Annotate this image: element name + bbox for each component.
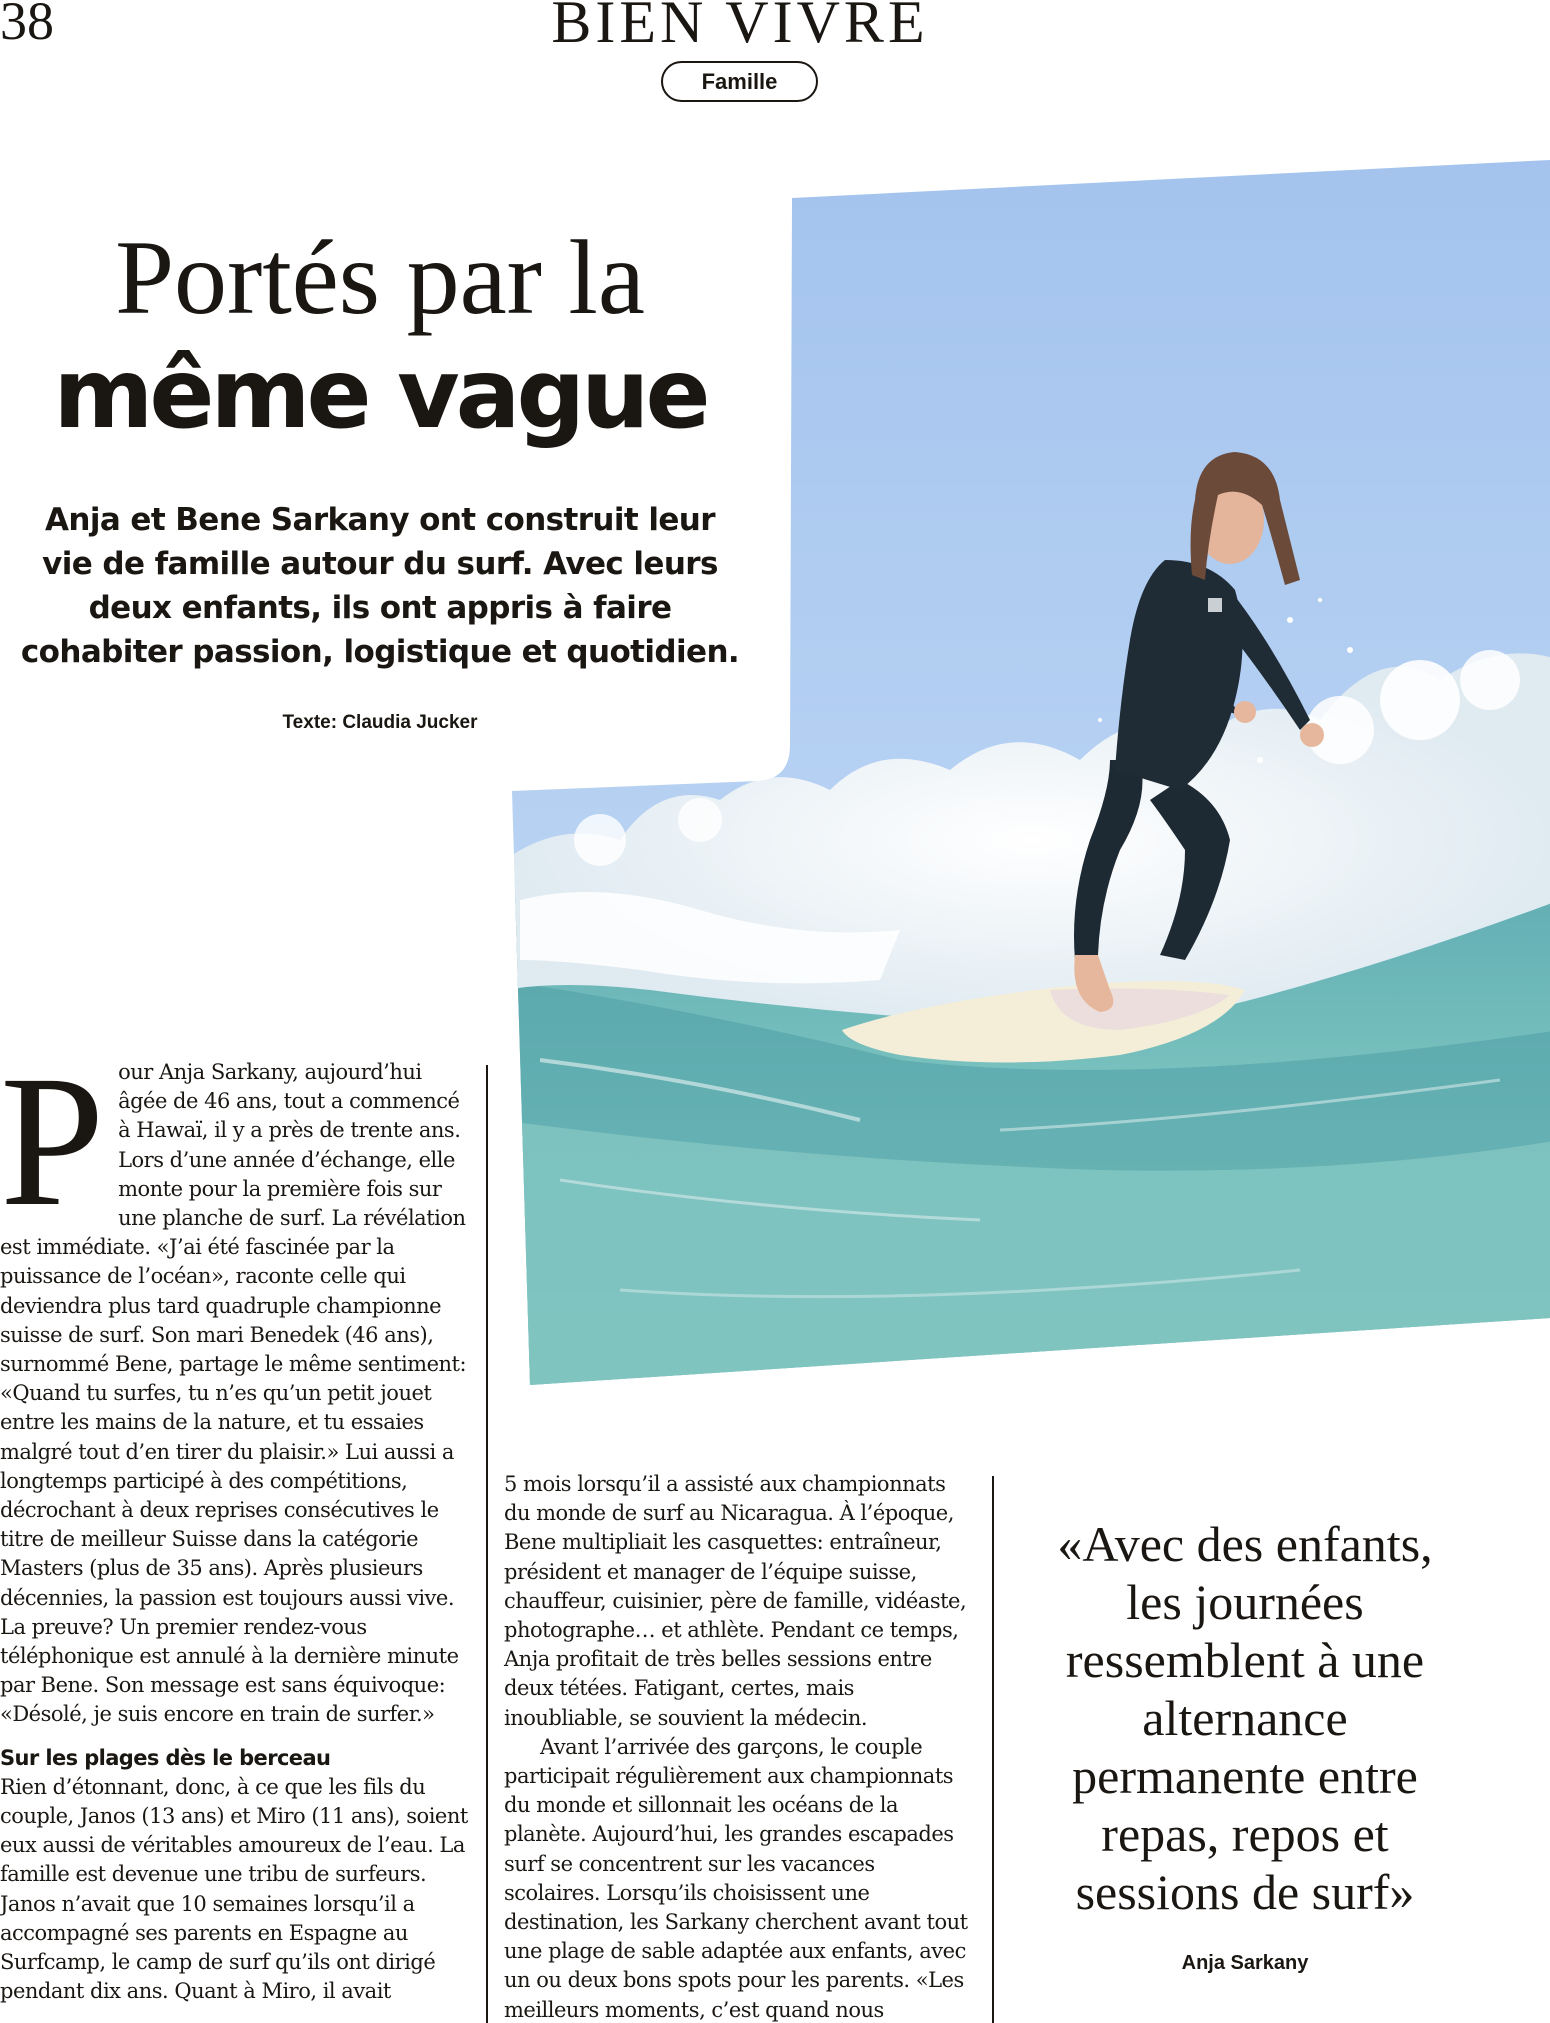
drop-cap: P xyxy=(0,1036,105,1245)
subheading: Sur les plages dès le berceau xyxy=(0,1745,331,1770)
article-column-1 xyxy=(0,1036,470,2007)
article-lead: Anja et Bene Sarkany ont construit leur vie de famille autour du surf. Avec leurs deux enfants, ils ont appris à faire cohabiter passion, logistique et quotidien. xyxy=(20,502,740,670)
pull-quote: «Avec des enfants, les journées ressemblent à une alternance permanente entre repas, repos et sessions de surf» xyxy=(1057,1516,1433,1920)
pull-quote-author: Anja Sarkany xyxy=(1181,1952,1309,1974)
column-divider-2 xyxy=(992,1476,994,2023)
byline: Texte: Claudia Jucker xyxy=(282,712,478,733)
category-tag: Famille xyxy=(661,61,818,102)
column-divider-1 xyxy=(486,1065,488,2023)
paragraph-2: Rien d’étonnant, donc, à ce que les fils du couple, Janos (13 ans) et Miro (11 ans), soient eux aussi de véritables amoureux de l’eau. La famille est devenue une tribu de surfeurs. Janos n’avait que 10 semaines lorsqu’il a accompagné ses parents en Espagne au Surfcamp, le camp de surf qu’ils ont dirigé pendant dix ans. Quant à Miro, il avait xyxy=(0,1774,468,2004)
paragraph-1: our Anja Sarkany, aujourd’hui âgée de 46 ans, tout a commencé à Hawaï, il y a près de trente ans. Lors d’une année d’échange, elle monte pour la première fois sur une planche de surf. La révélation est immédiate. «J’ai été fascinée par la puissance de l’océan», raconte celle qui deviendra plus tard quadruple championne suisse de surf. Son mari Benedek (46 ans), surnommé Bene, partage le même sentiment: «Quand tu surfes, tu n’es qu’un petit jouet entre les mains de la nature, et tu essaies malgré tout d’en tirer du plaisir.» Lui aussi a longtemps participé à des compétitions, décrochant à deux reprises consécutives le titre de meilleur Suisse dans la catégorie Masters (plus de 35 ans). Après plusieurs décennies, la passion est toujours aussi vive. La preuve? Un premier rendez-vous téléphonique est annulé à la dernière minute par Bene. Son message est sans équivoque: «Désolé, je suis encore en train de surfer.» xyxy=(0,1060,467,1727)
section-title: BIEN VIVRE xyxy=(551,0,929,55)
headline-line-1: Portés par la xyxy=(115,219,645,336)
paragraph-4: Avant l’arrivée des garçons, le couple participait régulièrement aux championnats du monde et sillonnait les océans de la planète. Aujourd’hui, les grandes escapades surf se concentrent sur les vacances scolaires. Lorsqu’ils choisissent une destination, les Sarkany cherchent avant tout une plage de sable adaptée aux enfants, avec un ou deux bons spots pour les parents. «Les meilleurs moments, c’est quand nous xyxy=(504,1734,968,2022)
page-number: 38 xyxy=(0,0,54,51)
paragraph-3: 5 mois lorsqu’il a assisté aux championnats du monde de surf au Nicaragua. À l’époque, Bene multipliait les casquettes: entraîneur, président et manager de l’équipe suisse, chauffeur, cuisinier, père de famille, vidéaste, photographe… et athlète. Pendant ce temps, Anja profitait de très belles sessions entre deux tétées. Fatigant, certes, mais inoubliable, se souvient la médecin. xyxy=(504,1472,967,1730)
headline-line-2: même vague xyxy=(53,338,707,450)
article-column-2 xyxy=(504,1470,974,2023)
